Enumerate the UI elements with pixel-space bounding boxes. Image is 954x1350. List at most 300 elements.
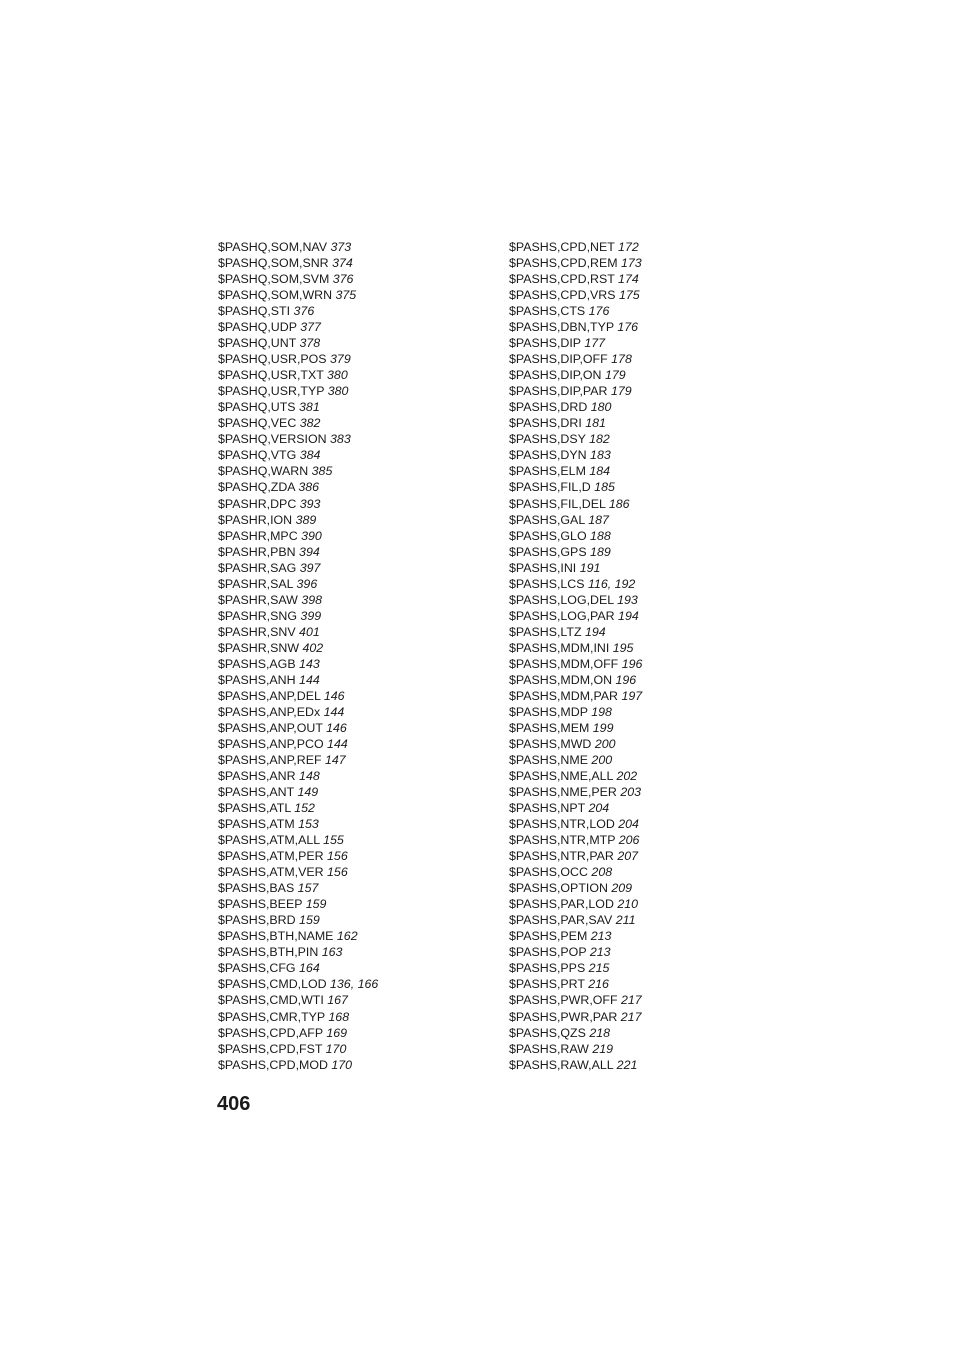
index-entry-pages: 157 — [297, 881, 319, 896]
index-entry-pages: 377 — [300, 320, 321, 335]
index-entry-command: $PASHS,GAL — [509, 512, 585, 527]
index-entry-command: $PASHS,FIL,DEL — [509, 496, 606, 511]
index-entry — [509, 816, 642, 832]
index-entry-pages: 398 — [301, 592, 323, 607]
index-entry-pages: 193 — [617, 592, 638, 607]
index-entry-pages: 374 — [332, 256, 353, 271]
index-entry-command: $PASHS,CMD,LOD — [218, 977, 327, 992]
index-entry-command: $PASHS,DBN,TYP — [509, 320, 614, 335]
index-entry-pages: 176 — [588, 304, 610, 319]
index-entry-command: $PASHQ,ZDA — [218, 480, 295, 495]
index-entry-pages: 381 — [299, 400, 320, 415]
index-entry-command: $PASHS,MWD — [509, 736, 592, 751]
index-entry-command: $PASHS,ATL — [218, 801, 291, 816]
index-entry-pages: 156 — [327, 865, 348, 880]
index-entry-pages: 163 — [321, 945, 343, 960]
index-column-left — [218, 239, 378, 1073]
index-entry-pages: 159 — [299, 913, 320, 928]
index-entry — [509, 319, 642, 335]
index-entry-pages: 382 — [299, 416, 321, 431]
index-entry — [218, 816, 378, 832]
index-entry-command: $PASHS,DYN — [509, 448, 587, 463]
index-entry-command: $PASHS,ATM,PER — [218, 849, 324, 864]
index-entry-command: $PASHS,ELM — [509, 464, 586, 479]
index-entry — [509, 784, 642, 800]
index-entry — [509, 944, 642, 960]
index-entry-pages: 170 — [325, 1041, 347, 1056]
index-entry-pages: 183 — [590, 448, 611, 463]
index-entry — [218, 319, 378, 335]
index-entry — [509, 880, 642, 896]
index-entry — [218, 592, 378, 608]
index-entry-pages: 144 — [327, 736, 348, 751]
index-entry — [218, 239, 378, 255]
index-entry-pages: 179 — [604, 368, 626, 383]
index-entry-command: $PASHS,RAW,ALL — [509, 1057, 614, 1072]
index-entry-pages: 208 — [591, 865, 613, 880]
index-entry — [509, 431, 642, 447]
index-entry-pages: 384 — [299, 448, 321, 463]
index-entry-pages: 148 — [299, 769, 320, 784]
index-entry-pages: 221 — [616, 1057, 638, 1072]
index-entry-pages: 167 — [327, 993, 348, 1008]
index-entry-command: $PASHS,CPD,FST — [218, 1041, 323, 1056]
index-entry — [509, 351, 642, 367]
index-entry-pages: 199 — [592, 720, 614, 735]
index-entry-pages: 200 — [594, 736, 616, 751]
index-entry-command: $PASHS,PAR,LOD — [509, 897, 614, 912]
index-entry — [218, 624, 378, 640]
index-entry — [218, 367, 378, 383]
index-entry-command: $PASHQ,VEC — [218, 416, 297, 431]
index-entry-command: $PASHQ,SOM,SVM — [218, 272, 330, 287]
index-entry-pages: 173 — [621, 256, 642, 271]
index-entry — [509, 768, 642, 784]
index-entry-pages: 211 — [615, 913, 636, 928]
index-entry-pages: 373 — [330, 240, 352, 254]
index-entry — [509, 239, 642, 255]
index-entry — [218, 880, 378, 896]
index-entry — [218, 864, 378, 880]
index-entry-pages: 196 — [621, 656, 643, 671]
index-entry — [218, 800, 378, 816]
index-entry-command: $PASHS,NTR,MTP — [509, 833, 616, 848]
index-entry — [218, 335, 378, 351]
index-entry — [509, 271, 642, 287]
index-entry — [218, 768, 378, 784]
index-entry-pages: 200 — [591, 753, 613, 767]
index-entry — [509, 688, 642, 704]
index-entry — [218, 544, 378, 560]
index-entry-command: $PASHS,GPS — [509, 544, 587, 559]
index-entry — [509, 704, 642, 720]
index-entry — [218, 383, 378, 399]
index-entry-pages: 393 — [299, 496, 321, 511]
index-entry-command: $PASHS,MDM,ON — [509, 672, 613, 687]
index-entry-command: $PASHR,SNV — [218, 624, 296, 639]
index-entry-pages: 175 — [618, 288, 640, 303]
index-entry-command: $PASHS,NME,PER — [509, 785, 617, 800]
index-entry — [218, 704, 378, 720]
index-entry-command: $PASHS,DIP,PAR — [509, 384, 608, 399]
index-entry — [218, 848, 378, 864]
index-entry-command: $PASHS,CMD,WTI — [218, 993, 324, 1008]
index-entry-pages: 215 — [588, 961, 610, 976]
index-entry — [218, 832, 378, 848]
index-entry-command: $PASHS,BEEP — [218, 897, 303, 912]
index-entry-pages: 174 — [618, 272, 639, 287]
index-entry-pages: 209 — [611, 881, 633, 896]
index-entry — [509, 496, 642, 512]
index-entry — [509, 303, 642, 319]
index-entry — [509, 463, 642, 479]
index-entry-command: $PASHQ,VERSION — [218, 432, 327, 447]
index-entry-command: $PASHS,DRI — [509, 416, 582, 431]
index-entry-pages: 216 — [588, 977, 609, 992]
index-entry-command: $PASHS,MEM — [509, 720, 590, 735]
index-entry — [218, 688, 378, 704]
index-entry — [218, 656, 378, 672]
index-entry-command: $PASHQ,WARN — [218, 464, 309, 479]
index-entry-command: $PASHS,PEM — [509, 929, 588, 944]
index-entry-pages: 181 — [585, 416, 606, 431]
index-entry — [218, 1041, 378, 1057]
index-entry-pages: 164 — [299, 961, 320, 976]
index-entry — [218, 672, 378, 688]
index-entry-command: $PASHS,CFG — [218, 961, 296, 976]
index-entry-command: $PASHQ,USR,TXT — [218, 368, 324, 383]
index-entry — [509, 896, 642, 912]
index-entry-pages: 136, 166 — [330, 977, 379, 992]
index-entry — [218, 1057, 378, 1073]
index-entry-command: $PASHQ,SOM,NAV — [218, 240, 328, 254]
index-entry — [509, 592, 642, 608]
page-number: 406 — [217, 1093, 251, 1115]
index-entry-command: $PASHS,NME,ALL — [509, 769, 613, 784]
index-entry — [218, 512, 378, 528]
index-entry-pages: 389 — [295, 512, 317, 527]
index-entry-command: $PASHS,AGB — [218, 656, 296, 671]
index-entry-command: $PASHS,PRT — [509, 977, 585, 992]
index-entry-command: $PASHS,CPD,MOD — [218, 1057, 328, 1072]
index-entry — [509, 447, 642, 463]
index-entry-command: $PASHR,SNW — [218, 640, 300, 655]
index-entry-command: $PASHS,NME — [509, 753, 588, 767]
index-entry — [509, 832, 642, 848]
index-entry-command: $PASHS,LOG,DEL — [509, 592, 614, 607]
index-entry-command: $PASHS,MDP — [509, 704, 588, 719]
index-entry-command: $PASHS,CPD,RST — [509, 272, 615, 287]
index-entry — [509, 528, 642, 544]
index-entry — [509, 255, 642, 271]
index-entry-command: $PASHS,INI — [509, 560, 577, 575]
index-entry — [218, 992, 378, 1008]
index-entry — [218, 271, 378, 287]
index-entry-command: $PASHS,DSY — [509, 432, 586, 447]
index-entry-command: $PASHS,CMR,TYP — [218, 1009, 325, 1024]
index-entry-pages: 378 — [299, 336, 321, 351]
index-entry-command: $PASHS,ATM — [218, 817, 295, 832]
index-entry-command: $PASHS,ANR — [218, 769, 296, 784]
index-entry-pages: 402 — [302, 640, 324, 655]
index-entry — [509, 960, 642, 976]
index-entry-pages: 195 — [612, 640, 634, 655]
index-entry-command: $PASHS,DRD — [509, 400, 588, 415]
index-entry-pages: 213 — [589, 945, 611, 960]
index-entry-command: $PASHS,ATM,VER — [218, 865, 324, 880]
index-entry-command: $PASHS,ATM,ALL — [218, 833, 320, 848]
index-entry-pages: 396 — [296, 576, 318, 591]
index-entry-pages: 184 — [589, 464, 611, 479]
index-entry — [218, 287, 378, 303]
index-entry-command: $PASHR,SAG — [218, 560, 297, 575]
index-entry-command: $PASHS,MDM,PAR — [509, 688, 619, 703]
index-entry-pages: 144 — [323, 704, 345, 719]
index-entry — [218, 479, 378, 495]
index-entry-pages: 188 — [590, 528, 611, 543]
index-entry-pages: 152 — [294, 801, 315, 816]
index-entry — [509, 800, 642, 816]
index-entry-command: $PASHS,POP — [509, 945, 587, 960]
index-entry-pages: 147 — [324, 753, 346, 767]
index-entry-command: $PASHS,PWR,OFF — [509, 993, 618, 1008]
index-entry-pages: 218 — [589, 1025, 611, 1040]
index-entry-pages: 217 — [620, 1009, 642, 1024]
index-entry-pages: 179 — [610, 384, 632, 399]
index-column-right — [509, 239, 642, 1073]
index-entry — [509, 640, 642, 656]
index-entry-command: $PASHS,BAS — [218, 881, 295, 896]
index-entry — [509, 992, 642, 1008]
index-entry-pages: 204 — [618, 817, 639, 832]
index-entry-pages: 386 — [298, 480, 320, 495]
index-entry-pages: 143 — [299, 656, 320, 671]
index-entry-command: $PASHS,CPD,REM — [509, 256, 618, 271]
index-entry-command: $PASHS,ANT — [218, 785, 294, 800]
index-entry — [509, 624, 642, 640]
index-entry-command: $PASHS,RAW — [509, 1041, 589, 1056]
index-entry-pages: 185 — [594, 480, 615, 495]
index-entry-command: $PASHS,LOG,PAR — [509, 608, 615, 623]
index-entry-command: $PASHR,PBN — [218, 544, 296, 559]
index-entry — [218, 560, 378, 576]
index-entry-pages: 178 — [611, 352, 632, 367]
index-entry-pages: 210 — [617, 897, 639, 912]
index-entry-pages: 194 — [584, 624, 606, 639]
index-entry-pages: 146 — [326, 720, 347, 735]
index-entry-pages: 376 — [293, 304, 315, 319]
index-entry — [218, 255, 378, 271]
index-entry-command: $PASHQ,STI — [218, 304, 291, 319]
index-entry-pages: 187 — [588, 512, 609, 527]
index-entry-command: $PASHQ,UNT — [218, 336, 297, 351]
index-entry-command: $PASHS,DIP — [509, 336, 581, 351]
index-entry-command: $PASHS,GLO — [509, 528, 587, 543]
index-entry-command: $PASHS,QZS — [509, 1025, 586, 1040]
index-entry — [509, 415, 642, 431]
index-entry-command: $PASHS,FIL,D — [509, 480, 591, 495]
index-entry-pages: 177 — [584, 336, 605, 351]
index-entry-command: $PASHQ,USR,POS — [218, 352, 327, 367]
index-entry-command: $PASHS,CPD,AFP — [218, 1025, 323, 1040]
index-entry — [509, 367, 642, 383]
index-entry-command: $PASHS,NTR,LOD — [509, 817, 615, 832]
index-entry — [509, 576, 642, 592]
index-entry — [218, 608, 378, 624]
index-entry-command: $PASHS,MDM,OFF — [509, 656, 619, 671]
index-entry-command: $PASHR,SNG — [218, 608, 297, 623]
index-entry — [509, 335, 642, 351]
index-entry — [509, 848, 642, 864]
index-entry-pages: 380 — [327, 384, 349, 399]
index-entry-pages: 169 — [326, 1025, 348, 1040]
index-entry-command: $PASHS,NTR,PAR — [509, 849, 614, 864]
index-entry-pages: 176 — [617, 320, 639, 335]
index-entry-pages: 189 — [590, 544, 611, 559]
index-entry-pages: 206 — [618, 833, 640, 848]
index-entry-command: $PASHS,CPD,VRS — [509, 288, 616, 303]
index-entry-command: $PASHS,ANP,REF — [218, 753, 322, 767]
index-entry-command: $PASHS,PWR,PAR — [509, 1009, 618, 1024]
index-entry-pages: 197 — [621, 688, 643, 703]
index-entry — [509, 928, 642, 944]
index-entry — [218, 784, 378, 800]
index-entry — [218, 576, 378, 592]
index-entry-command: $PASHS,CTS — [509, 304, 586, 319]
index-entry — [509, 608, 642, 624]
index-entry — [509, 1057, 642, 1073]
index-entry — [509, 560, 642, 576]
index-entry — [509, 399, 642, 415]
index-entry-command: $PASHS,CPD,NET — [509, 240, 615, 254]
index-entry-pages: 155 — [323, 833, 344, 848]
index-entry-command: $PASHS,ANP,EDx — [218, 704, 321, 719]
index-entry — [509, 1009, 642, 1025]
index-entry — [509, 544, 642, 560]
index-entry — [218, 736, 378, 752]
index-entry-pages: 375 — [335, 288, 357, 303]
index-entry-pages: 397 — [299, 560, 321, 575]
index-entry — [509, 1041, 642, 1057]
index-entry — [509, 752, 642, 768]
index-entry-pages: 198 — [591, 704, 612, 719]
index-entry-pages: 162 — [336, 929, 358, 944]
index-entry-command: $PASHS,ANP,DEL — [218, 688, 321, 703]
index-entry — [218, 496, 378, 512]
index-entry — [218, 1009, 378, 1025]
index-entry — [509, 1025, 642, 1041]
index-entry — [218, 912, 378, 928]
index-entry — [218, 640, 378, 656]
index-entry-pages: 172 — [618, 240, 639, 254]
index-entry-pages: 153 — [298, 817, 319, 832]
index-entry-command: $PASHS,LTZ — [509, 624, 582, 639]
index-entry-pages: 186 — [608, 496, 630, 511]
index-entry-command: $PASHS,ANP,OUT — [218, 720, 323, 735]
index-entry-pages: 196 — [615, 672, 637, 687]
index-entry-command: $PASHQ,SOM,WRN — [218, 288, 333, 303]
index-entry-pages: 401 — [299, 624, 320, 639]
index-entry-command: $PASHR,MPC — [218, 528, 298, 543]
index-entry — [509, 976, 642, 992]
index-entry-pages: 383 — [330, 432, 351, 447]
index-entry — [509, 383, 642, 399]
index-entry-command: $PASHS,PAR,SAV — [509, 913, 613, 928]
index-entry-pages: 213 — [590, 929, 612, 944]
index-entry-command: $PASHQ,SOM,SNR — [218, 256, 329, 271]
index-entry-command: $PASHQ,VTG — [218, 448, 297, 463]
index-entry — [218, 944, 378, 960]
index-entry-pages: 170 — [331, 1057, 353, 1072]
index-entry-command: $PASHR,SAL — [218, 576, 294, 591]
index-entry-command: $PASHQ,USR,TYP — [218, 384, 325, 399]
index-entry-pages: 380 — [327, 368, 348, 383]
index-entry-pages: 194 — [618, 608, 639, 623]
index-entry-command: $PASHS,LCS — [509, 576, 585, 591]
index-entry — [509, 479, 642, 495]
index-entry-command: $PASHS,BTH,PIN — [218, 945, 319, 960]
index-entry-pages: 180 — [590, 400, 612, 415]
index-entry — [218, 720, 378, 736]
index-entry-command: $PASHS,OPTION — [509, 881, 608, 896]
index-entry — [218, 976, 378, 992]
index-entry — [218, 303, 378, 319]
index-entry-command: $PASHR,ION — [218, 512, 293, 527]
index-entry — [509, 864, 642, 880]
index-entry-pages: 116, 192 — [587, 576, 636, 591]
index-entry — [218, 351, 378, 367]
index-entry-command: $PASHR,SAW — [218, 592, 298, 607]
index-entry-pages: 182 — [589, 432, 610, 447]
index-entry-pages: 204 — [588, 801, 610, 816]
index-entry — [509, 656, 642, 672]
index-entry-pages: 390 — [301, 528, 322, 543]
index-entry-command: $PASHS,NPT — [509, 801, 585, 816]
index-entry — [218, 463, 378, 479]
index-entry-command: $PASHS,DIP,OFF — [509, 352, 608, 367]
index-entry-command: $PASHS,BTH,NAME — [218, 929, 334, 944]
index-entry-command: $PASHS,MDM,INI — [509, 640, 610, 655]
index-entry — [509, 720, 642, 736]
index-entry-command: $PASHS,PPS — [509, 961, 586, 976]
index-entry — [218, 447, 378, 463]
index-entry — [218, 752, 378, 768]
index-entry — [509, 287, 642, 303]
index-entry — [509, 512, 642, 528]
index-entry — [509, 912, 642, 928]
index-entry-pages: 203 — [620, 785, 642, 800]
index-entry-pages: 191 — [579, 560, 601, 575]
index-entry-command: $PASHQ,UDP — [218, 320, 297, 335]
index-entry-pages: 156 — [327, 849, 348, 864]
index-entry — [218, 399, 378, 415]
index-entry-pages: 149 — [297, 785, 319, 800]
index-entry — [218, 896, 378, 912]
index-entry — [218, 1025, 378, 1041]
index-entry — [218, 960, 378, 976]
index-entry — [509, 672, 642, 688]
index-entry — [218, 528, 378, 544]
index-entry-command: $PASHQ,UTS — [218, 400, 296, 415]
index-entry — [509, 736, 642, 752]
index-entry-pages: 168 — [328, 1009, 350, 1024]
index-entry — [218, 928, 378, 944]
index-entry-pages: 217 — [621, 993, 642, 1008]
index-entry-command: $PASHS,DIP,ON — [509, 368, 602, 383]
index-entry-command: $PASHS,ANH — [218, 672, 296, 687]
index-entry-command: $PASHS,BRD — [218, 913, 296, 928]
index-entry-pages: 394 — [299, 544, 320, 559]
